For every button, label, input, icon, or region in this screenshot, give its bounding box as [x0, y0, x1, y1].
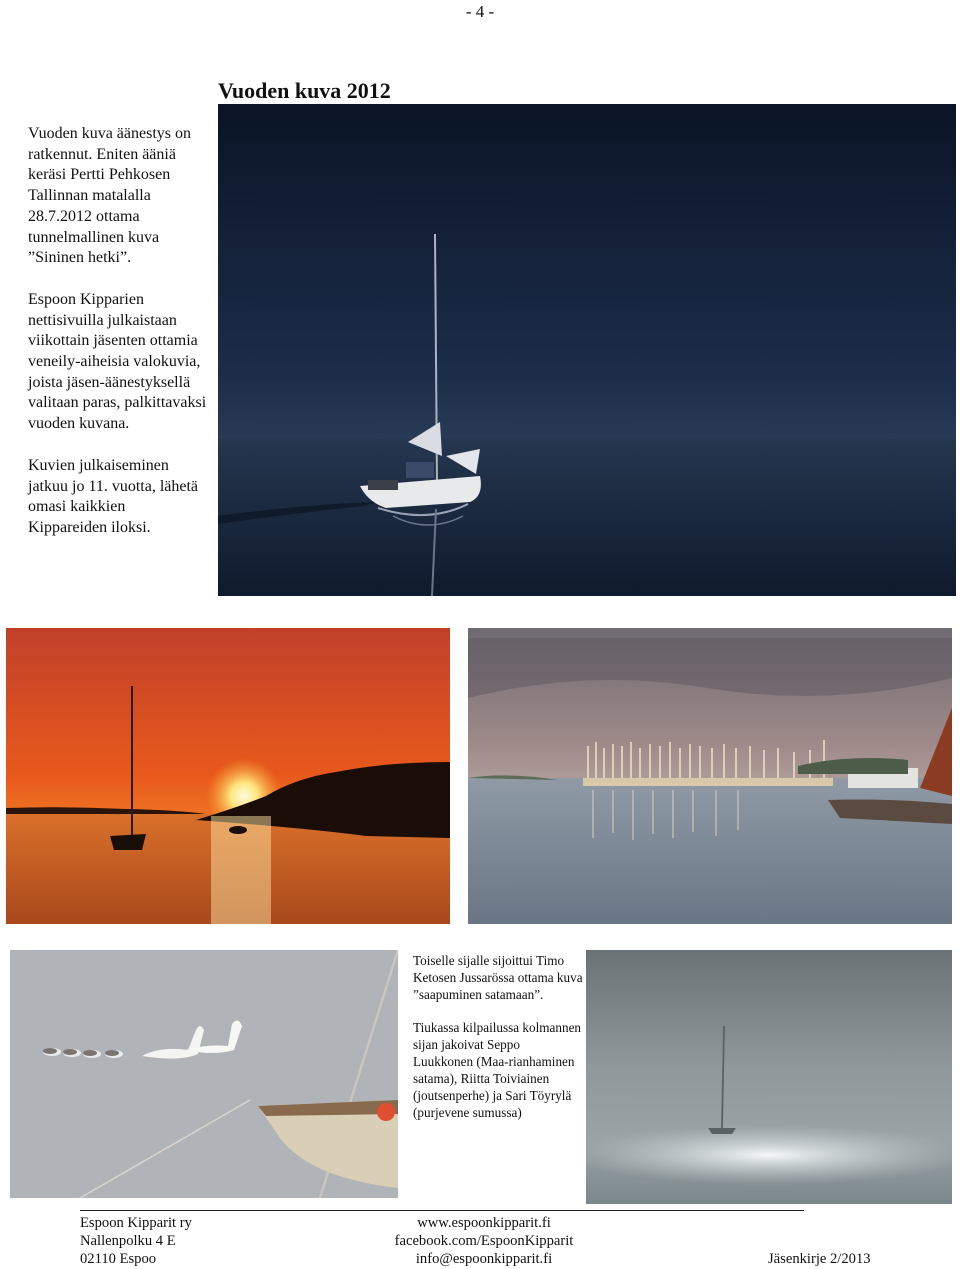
caption-paragraph: Toiselle sijalle sijoittui Timo Ketosen Jussarössa ottama kuva ”saapuminen satamaan”. [413, 953, 583, 1002]
footer-rule [80, 1210, 804, 1211]
photo-sunset-sailboat [6, 628, 450, 924]
footer-address: Nallenpolku 4 E [80, 1233, 176, 1250]
intro-text [28, 124, 208, 560]
footer-postcode: 02110 Espoo [80, 1251, 157, 1268]
footer-website-link[interactable]: www.espoonkipparit.fi [417, 1215, 551, 1231]
photo-arrival-harbour [468, 628, 952, 924]
footer-org [80, 1214, 192, 1269]
runner-up-caption [413, 952, 583, 1137]
intro-paragraph: Espoon Kipparien nettisivuilla julkaistaan viikottain jäsenten ottamia veneily-aiheisia valokuvia, joista jäsen-äänestyksellä valitaan paras, palkittavaksi vuoden kuvana. [28, 290, 207, 433]
page-title: Vuoden kuva 2012 [218, 78, 391, 103]
footer-email-link[interactable]: info@espoonkipparit.fi [415, 1251, 553, 1268]
photo-sailboat-in-fog [586, 950, 952, 1204]
footer-issue: Jäsenkirje 2/2013 [768, 1251, 871, 1267]
footer-facebook-link[interactable]: facebook.com/EspoonKipparit [394, 1233, 574, 1250]
caption-paragraph: Tiukassa kilpailussa kolmannen sijan jakoivat Seppo Luukkonen (Maa-rianhaminen satama), Riitta Toiviainen (joutsenperhe) ja Sari Töyrylä (purjevene sumussa) [413, 1020, 582, 1120]
page-number: - 4 - [465, 2, 495, 21]
photo-swan-family [10, 950, 398, 1198]
footer-links [384, 1214, 584, 1269]
intro-paragraph: Vuoden kuva äänestys on ratkennut. Eniten ääniä keräsi Pertti Pehkosen Tallinnan matalalla 28.7.2012 ottama tunnelmallinen kuva ”Sininen hetki”. [28, 125, 191, 267]
intro-paragraph: Kuvien julkaiseminen jatkuu jo 11. vuotta, lähetä omasi kaikkien Kippareiden iloksi. [28, 456, 199, 536]
photo-blue-hour-sailboat [218, 104, 956, 596]
footer-org-name: Espoon Kipparit ry [80, 1215, 192, 1231]
